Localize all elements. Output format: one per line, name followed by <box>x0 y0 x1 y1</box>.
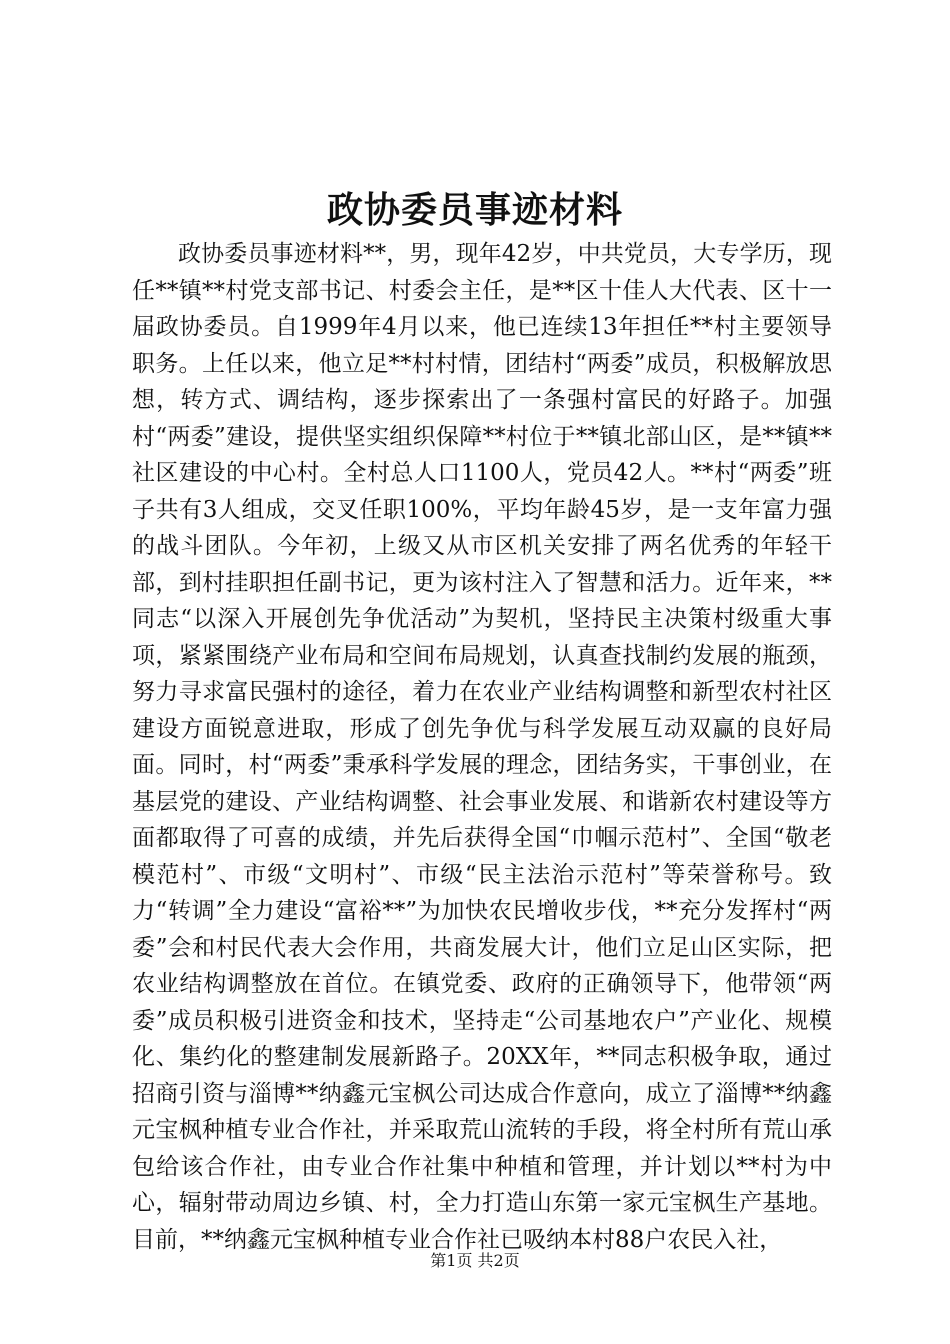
page-number-footer: 第1页 共2页 <box>430 1251 520 1270</box>
document-body-paragraph: 政协委员事迹材料**，男，现年42岁，中共党员，大专学历，现任**镇**村党支部书记、村委会主任，是**区十佳人大代表、区十一届政协委员。自1999年4月以来，他已连续13年担任**村主要领导职务。上任以来，他立足**村村情，团结村“两委”成员，积极解放思想，转方式、调结构，逐步探索出了一条强村富民的好路子。加强村“两委”建设，提供坚实组织保障**村位于**镇北部山区，是**镇**社区建设的中心村。全村总人口1100人，党员42人。**村“两委”班子共有3人组成，交叉任职100%，平均年龄45岁，是一支年富力强的战斗团队。今年初，上级又从市区机关安排了两名优秀的年轻干部，到村挂职担任副书记，更为该村注入了智慧和活力。近年来，**同志“以深入开展创先争优活动”为契机，坚持民主决策村级重大事项，紧紧围绕产业布局和空间布局规划，认真查找制约发展的瓶颈，努力寻求富民强村的途径，着力在农业产业结构调整和新型农村社区建设方面锐意进取，形成了创先争优与科学发展互动双赢的良好局面。同时，村“两委”秉承科学发展的理念，团结务实，干事创业，在基层党的建设、产业结构调整、社会事业发展、和谐新农村建设等方面都取得了可喜的成绩，并先后获得全国“巾帼示范村”、全国“敬老模范村”、市级“文明村”、市级“民主法治示范村”等荣誉称号。致力“转调”全力建设“富裕**”为加快农民增收步伐，**充分发挥村“两委”会和村民代表大会作用，共商发展大计，他们立足山区实际，把农业结构调整放在首位。在镇党委、政府的正确领导下，他带领“两委”成员积极引进资金和技术，坚持走“公司基地农户”产业化、规模化、集约化的整建制发展新路子。20XX年，**同志积极争取，通过招商引资与淄博**纳鑫元宝枫公司达成合作意向，成立了淄博**纳鑫元宝枫种植专业合作社，并采取荒山流转的手段，将全村所有荒山承包给该合作社，由专业合作社集中种植和管理，并计划以**村为中心，辐射带动周边乡镇、村，全力打造山东第一家元宝枫生产基地。目前，**纳鑫元宝枫种植专业合作社已吸纳本村88户农民入社， <box>132 241 832 1253</box>
document-title: 政协委员事迹材料 <box>326 189 623 231</box>
